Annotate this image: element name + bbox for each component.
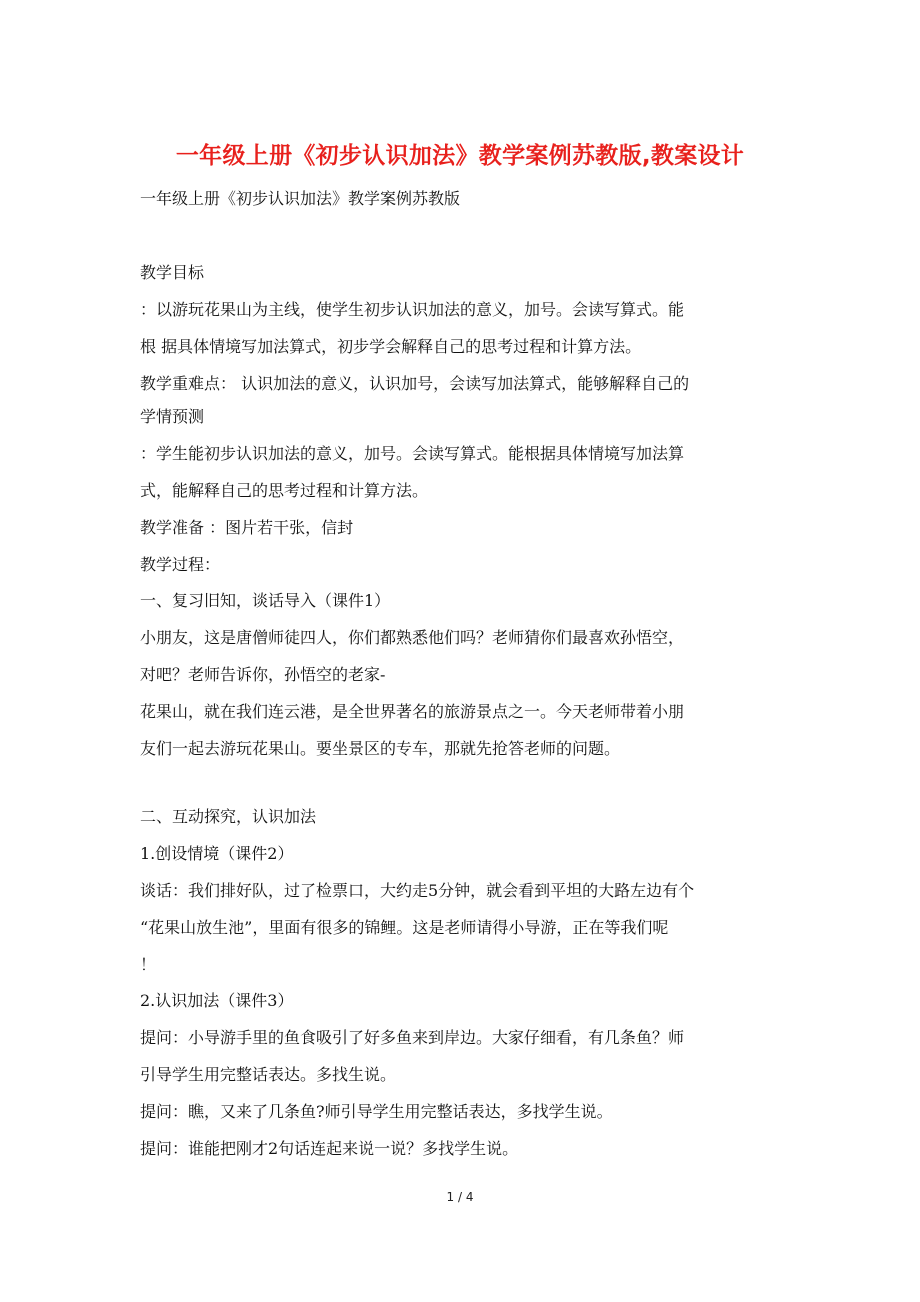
paragraph-line: 根 据具体情境写加法算式，初步学会解释自己的思考过程和计算方法。 [140,337,642,356]
paragraph-line: 式，能解释自己的思考过程和计算方法。 [140,481,429,500]
section-heading-teaching-process: 教学过程： [140,555,221,574]
paragraph-line: ！ [140,955,157,974]
sub-heading-interactive-exploration: 二、互动探究，认识加法 [140,807,317,826]
paragraph-line: 友们一起去游玩花果山。要坐景区的专车，那就先抢答老师的问题。 [140,739,621,758]
paragraph-line-preparation: 教学准备 ：图片若干张，信封 [140,518,354,537]
paragraph-line-key-points: 教学重难点： 认识加法的意义，认识加号，会读写加法算式，能够解释自己的 [140,374,690,393]
paragraph-line: 引导学生用完整话表达。多找生说。 [140,1065,397,1084]
document-title: 一年级上册《初步认识加法》教学案例苏教版,教案设计 [175,143,745,169]
section-heading-teaching-goals: 教学目标 [140,263,205,282]
paragraph-line: 提问：谁能把刚才2句话连起来说一说？多找学生说。 [140,1139,519,1158]
paragraph-line: ：以游玩花果山为主线，使学生初步认识加法的意义，加号。会读写算式。能 [140,300,685,319]
paragraph-line: 提问：小导游手里的鱼食吸引了好多鱼来到岸边。大家仔细看，有几条鱼？师 [140,1028,685,1047]
subtitle-line: 一年级上册《初步认识加法》教学案例苏教版 [140,189,461,208]
paragraph-line: ：学生能初步认识加法的意义，加号。会读写算式。能根据具体情境写加法算 [140,444,685,463]
sub-heading-create-scenario: 1.创设情境（课件2） [140,844,294,863]
paragraph-line: 小朋友，这是唐僧师徒四人，你们都熟悉他们吗？老师猜你们最喜欢孙悟空， [140,628,685,647]
paragraph-line: “花果山放生池”，里面有很多的锦鲤。这是老师请得小导游，正在等我们呢 [140,918,669,937]
sub-heading-review: 一、复习旧知，谈话导入（课件1） [140,591,391,610]
paragraph-line: 对吧？老师告诉你，孙悟空的老家- [140,665,386,684]
section-heading-learning-forecast: 学情预测 [140,407,205,426]
paragraph-line: 谈话：我们排好队，过了检票口，大约走5分钟，就会看到平坦的大路左边有个 [140,881,695,900]
page-number: 1 / 4 [446,1190,474,1204]
sub-heading-recognize-addition: 2.认识加法（课件3） [140,991,294,1010]
paragraph-line: 花果山，就在我们连云港，是全世界著名的旅游景点之一。今天老师带着小朋 [140,702,685,721]
paragraph-line: 提问：瞧，又来了几条鱼?师引导学生用完整话表达，多找学生说。 [140,1102,613,1121]
